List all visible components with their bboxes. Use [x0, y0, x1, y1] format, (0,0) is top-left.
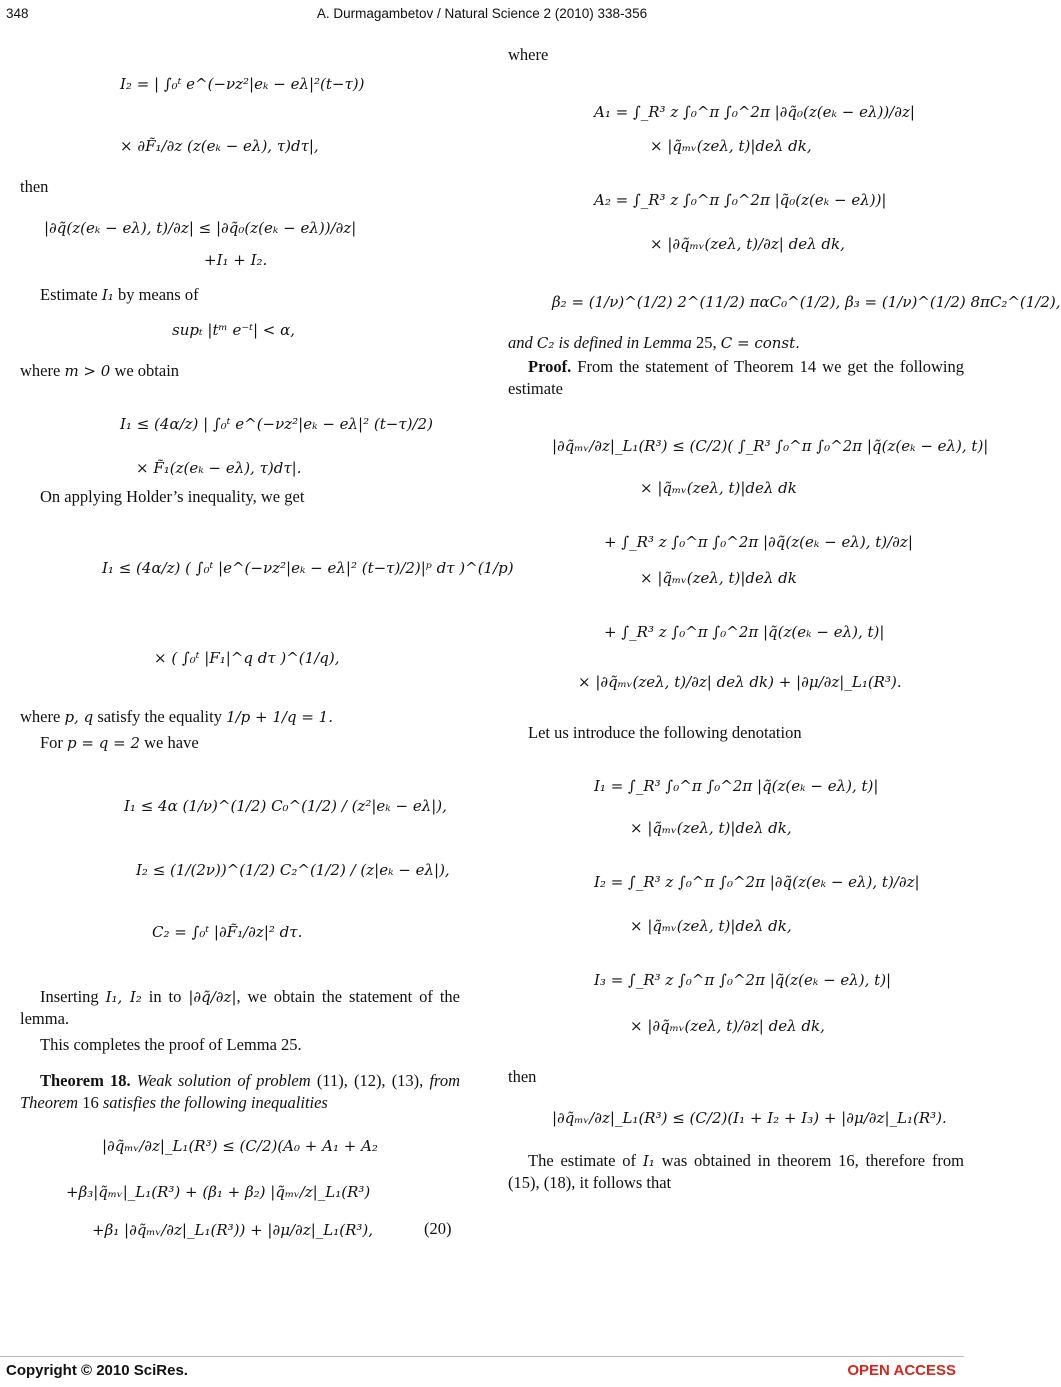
and-C2-num: 25, [696, 333, 717, 352]
equation-20-line2: +β₃|q̃ₘᵥ|_L₁(R³) + (β₁ + β₂) |q̃ₘᵥ/z|_L₁(R³) [66, 1183, 371, 1201]
where-pq-mid: satisfy the equality [97, 707, 222, 726]
proof-text: From the statement of Theorem 14 we get the following estimate [508, 357, 964, 398]
paragraph-where-m [20, 360, 460, 382]
paragraph-C2-defined [508, 332, 964, 354]
equation-A2-line2: × |∂q̃ₘᵥ(zeλ, t)/∂z| deλ dk, [650, 235, 845, 253]
equation-proof-line1: |∂q̃ₘᵥ/∂z|_L₁(R³) ≤ (C/2)( ∫_R³ ∫₀^π ∫₀^2π |q̃(z(eₖ − eλ), t)| [552, 437, 989, 455]
final-text-before: The estimate of [528, 1151, 636, 1170]
equation-20-line3: +β₁ |∂q̃ₘᵥ/∂z|_L₁(R³)) + |∂μ/∂z|_L₁(R³), [92, 1221, 374, 1239]
page-header [0, 6, 964, 28]
equation-A2-line1: A₂ = ∫_R³ z ∫₀^π ∫₀^2π |q̃₀(z(eₖ − eλ))| [594, 191, 887, 209]
equation-I1-line2: × F̃₁(z(eₖ − eλ), τ)dτ|. [136, 459, 302, 477]
estimate-text-before: Estimate [40, 285, 98, 304]
running-title: A. Durmagambetov / Natural Science 2 (2010) 338-356 [316, 6, 648, 21]
estimate-I1: I₁ [101, 286, 114, 304]
inserting-mid: in to [148, 987, 182, 1006]
equation-dI3-line2: × |∂q̃ₘᵥ(zeλ, t)/∂z| deλ dk, [630, 1017, 825, 1035]
equation-final: |∂q̃ₘᵥ/∂z|_L₁(R³) ≤ (C/2)(I₁ + I₂ + I₃) + |∂μ/∂z|_L₁(R³). [552, 1109, 947, 1127]
theorem-text-2: (11), (12), (13), [316, 1071, 424, 1090]
equation-I2-bound: I₂ ≤ (1/(2ν))^(1/2) C₂^(1/2) / (z|eₖ − eλ|), [136, 861, 450, 879]
equation-dI2-line1: I₂ = ∫_R³ z ∫₀^π ∫₀^2π |∂q̃(z(eₖ − eλ), t)/∂z| [594, 873, 920, 891]
equation-then-line1: |∂q̃(z(eₖ − eλ), t)/∂z| ≤ |∂q̃₀(z(eₖ − eλ))/∂z| [44, 219, 357, 237]
where-1-math: m > 0 [64, 362, 111, 380]
equation-proof-line5: + ∫_R³ z ∫₀^π ∫₀^2π |q̃(z(eₖ − eλ), t)| [604, 623, 885, 641]
theorem-label: Theorem 18. [40, 1071, 131, 1090]
equation-dI1-line1: I₁ = ∫_R³ ∫₀^π ∫₀^2π |q̃(z(eₖ − eλ), t)| [594, 777, 879, 795]
where-1-before: where [20, 361, 61, 380]
paragraph-for [20, 732, 460, 754]
equation-dI3-line1: I₃ = ∫_R³ z ∫₀^π ∫₀^2π |q̃(z(eₖ − eλ), t)| [594, 971, 892, 989]
equation-proof-line6: × |∂q̃ₘᵥ(zeλ, t)/∂z| deλ dk) + |∂μ/∂z|_L₁(R³). [578, 673, 902, 691]
paragraph-then-2: then [508, 1067, 537, 1086]
where-pq-math: p, q [64, 708, 94, 726]
proof-label: Proof. [528, 357, 572, 376]
equation-I2-line2: × ∂F̃₁/∂z (z(eₖ − eλ), τ)dτ|, [120, 137, 319, 155]
equation-20-line1: |∂q̃ₘᵥ/∂z|_L₁(R³) ≤ (C/2)(A₀ + A₁ + A₂ [102, 1137, 378, 1155]
and-C2-const: C = const. [720, 334, 800, 352]
paragraph-then-1: then [20, 177, 49, 196]
paragraph-inserting [20, 986, 460, 1030]
paragraph-estimate [20, 284, 460, 306]
paragraph-where-pq [20, 706, 460, 728]
equation-sup: supₜ |tᵐ e⁻ᵗ| < α, [172, 321, 296, 339]
page-number: 348 [6, 6, 29, 21]
equation-then-line2: +I₁ + I₂. [204, 251, 268, 269]
equation-A1-line2: × |q̃ₘᵥ(zeλ, t)|deλ dk, [650, 137, 812, 155]
for-after: we have [144, 733, 199, 752]
inserting-math1: I₁, I₂ [105, 988, 142, 1006]
inserting-math2: |∂q̃/∂z| [188, 988, 237, 1006]
theorem-text-4: 16 [82, 1093, 99, 1112]
paragraph-where-2: where [508, 45, 549, 64]
page-footer [0, 1362, 964, 1384]
where-pq-equality: 1/p + 1/q = 1. [226, 708, 333, 726]
left-column [20, 30, 514, 1246]
equation-A1-line1: A₁ = ∫_R³ z ∫₀^π ∫₀^2π |∂q̃₀(z(eₖ − eλ))/∂z| [594, 103, 915, 121]
paragraph-final [508, 1150, 964, 1194]
paragraph-theorem-18 [20, 1070, 460, 1114]
equation-I1-bound: I₁ ≤ 4α (1/ν)^(1/2) C₀^(1/2) / (z²|eₖ − eλ|), [124, 797, 447, 815]
equation-dI1-line2: × |q̃ₘᵥ(zeλ, t)|deλ dk, [630, 819, 792, 837]
theorem-text-1: Weak solution of problem [136, 1071, 311, 1090]
final-text-after: was obtained in theorem 16, therefore from (15), (18), it follows that [508, 1151, 965, 1192]
equation-number-20: (20) [424, 1219, 452, 1238]
paragraph-denotation: Let us introduce the following denotation [528, 723, 802, 742]
theorem-text-3: from Theorem [20, 1071, 461, 1112]
equation-holder-line2: × ( ∫₀ᵗ |F₁|^q dτ )^(1/q), [154, 649, 340, 667]
equation-I2-line1: I₂ = | ∫₀ᵗ e^(−νz²|eₖ − eλ|²(t−τ)) [120, 75, 365, 93]
paragraph-completes: This completes the proof of Lemma 25. [40, 1035, 302, 1054]
inserting-after: , we obtain the statement of the lemma. [20, 987, 461, 1028]
paragraph-holder: On applying Holder’s inequality, we get [40, 487, 305, 506]
right-column [508, 30, 1061, 1194]
for-before: For [40, 733, 63, 752]
equation-I1-line1: I₁ ≤ (4α/z) | ∫₀ᵗ e^(−νz²|eₖ − eλ|² (t−τ)/2) [120, 415, 433, 433]
equation-beta: β₂ = (1/ν)^(1/2) 2^(11/2) παC₀^(1/2), β₃ = (1/ν)^(1/2) 8πC₂^(1/2), [552, 293, 1061, 311]
equation-proof-line3: + ∫_R³ z ∫₀^π ∫₀^2π |∂q̃(z(eₖ − eλ), t)/∂z| [604, 533, 913, 551]
and-C2-math: C₂ [536, 334, 555, 352]
theorem-text-5: satisfies the following inequalities [102, 1093, 328, 1112]
inserting-before: Inserting [40, 987, 99, 1006]
equation-dI2-line2: × |q̃ₘᵥ(zeλ, t)|deλ dk, [630, 917, 792, 935]
and-C2-text: is defined in Lemma [558, 333, 692, 352]
paragraph-proof [508, 356, 964, 400]
open-access-label: OPEN ACCESS [847, 1362, 956, 1379]
where-1-after: we obtain [114, 361, 180, 380]
equation-20-row [20, 1218, 460, 1246]
equation-C2: C₂ = ∫₀ᵗ |∂F̃₁/∂z|² dτ. [152, 923, 303, 941]
equation-proof-line4: × |q̃ₘᵥ(zeλ, t)|deλ dk [640, 569, 797, 587]
equation-proof-line2: × |q̃ₘᵥ(zeλ, t)|deλ dk [640, 479, 797, 497]
where-pq-before: where [20, 707, 61, 726]
and-C2-and: and [508, 333, 533, 352]
estimate-text-after: by means of [117, 285, 199, 304]
for-math: p = q = 2 [67, 734, 141, 752]
copyright-notice: Copyright © 2010 SciRes. [6, 1362, 188, 1379]
equation-holder-line1: I₁ ≤ (4α/z) ( ∫₀ᵗ |e^(−νz²|eₖ − eλ|² (t−τ)/2)|ᵖ dτ )^(1/p) [102, 559, 514, 577]
final-text-math: I₁ [642, 1152, 655, 1170]
footer-divider [0, 1356, 964, 1357]
